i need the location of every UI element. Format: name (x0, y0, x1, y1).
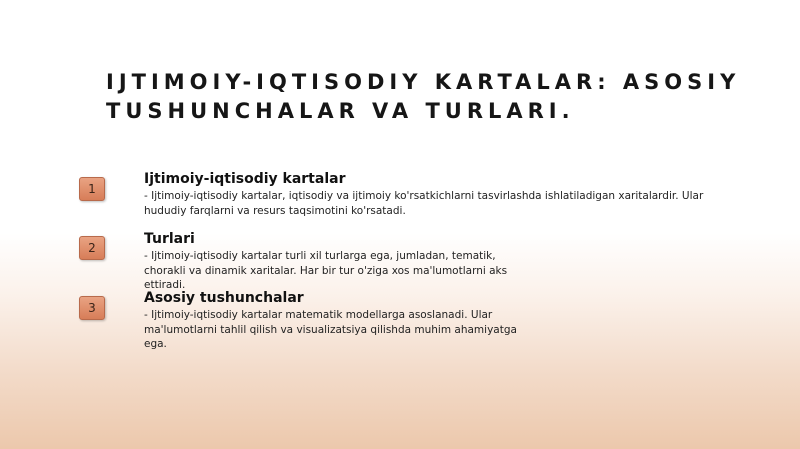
item-description: - Ijtimoiy-iqtisodiy kartalar turli xil turlarga ega, jumladan, tematik, chorakli va dinamik xaritalar. Har bir tur o'ziga xos ma'lumotlarni aks ettiradi. (144, 250, 508, 291)
item-heading: Turlari (144, 231, 195, 247)
item-number-badge: 1 (79, 177, 105, 201)
item-description: - Ijtimoiy-iqtisodiy kartalar, iqtisodiy va ijtimoiy ko'rsatkichlarni tasvirlashda ishlatiladigan xaritalardir. Ular hududiy farqlarni va resurs taqsimotini ko'rsatadi. (144, 190, 704, 217)
item-heading: Asosiy tushunchalar (144, 290, 304, 306)
item-heading: Ijtimoiy-iqtisodiy kartalar (144, 171, 346, 187)
item-number-badge: 2 (79, 236, 105, 260)
item-description: - Ijtimoiy-iqtisodiy kartalar matematik modellarga asoslanadi. Ular ma'lumotlarni tahlil qilish va visualizatsiya qilishda muhim ahamiyatga ega. (144, 309, 517, 350)
slide-title: IJTIMOIY-IQTISODIY KARTALAR: ASOSIY TUSHUNCHALAR VA TURLARI. (106, 70, 741, 123)
item-number-badge: 3 (79, 296, 105, 320)
